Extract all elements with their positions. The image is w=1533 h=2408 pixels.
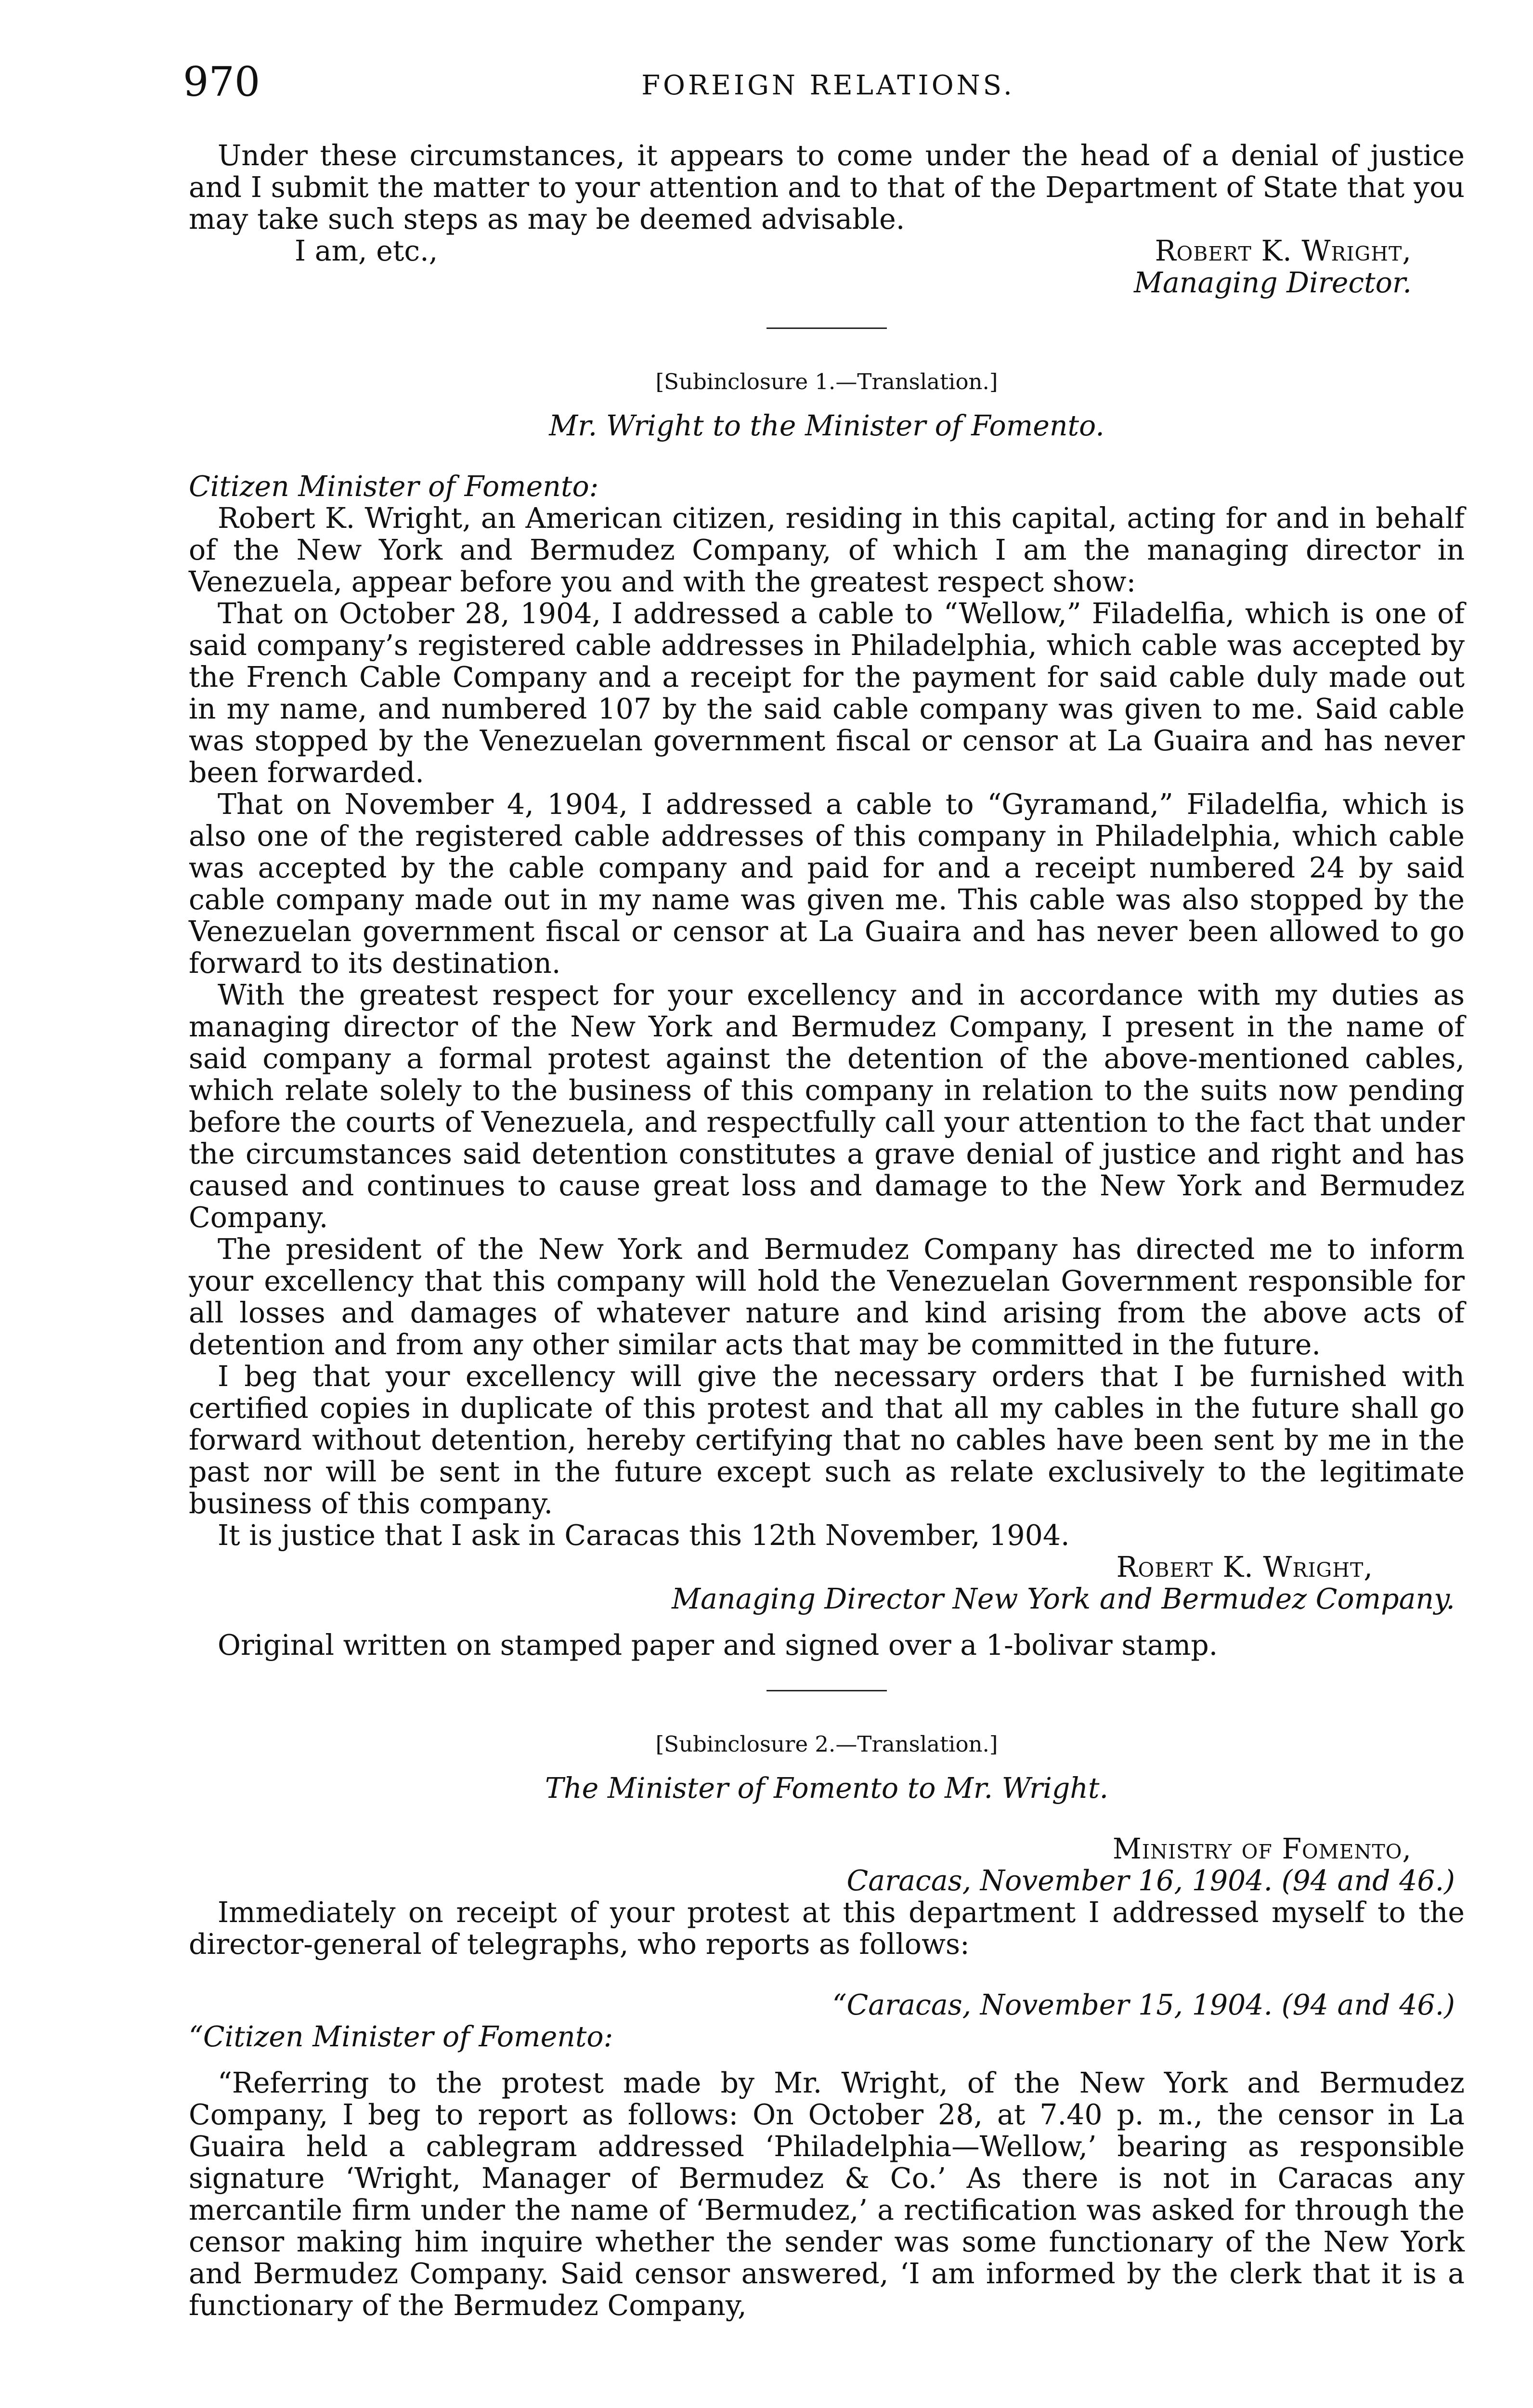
- subinclosure-1-label: [Subinclosure 1.—Translation.]: [655, 369, 998, 394]
- section-divider: [766, 327, 887, 329]
- intro-signer-title: Managing Director.: [1133, 266, 1412, 299]
- letter-paragraph: I beg that your excellency will give the necessary orders that I be furnished with certified copies in duplicate of this protest and that all my cables in the future shall go forward without detention, hereby certifying that no cables have been sent by me in the past nor will be sent in the future except such as relate exclusively to the legitimate business of this company.: [189, 1360, 1465, 1520]
- letter-paragraph: With the greatest respect for your excellency and in accordance with my duties as managing director of the New York and Bermudez Company, I present in the name of said company a formal protest against the detention of the above-mentioned cables, which relate solely to the business of this company in relation to the suits now pending before the courts of Venezuela, and respectfully call your attention to the fact that under the circumstances said detention constitutes a grave denial of justice and right and has caused and continues to cause great loss and damage to the New York and Bermudez Company.: [189, 979, 1465, 1234]
- section-divider: [766, 1690, 887, 1691]
- letter-paragraph: The president of the New York and Bermudez Company has directed me to inform your excellency that this company will hold the Venezuelan Government responsible for all losses and damages of whatever nature and kind arising from the above acts of detention and from any other similar acts that may be committed in the future.: [189, 1233, 1465, 1361]
- intro-closing: I am, etc.,: [295, 235, 438, 267]
- page-header: [183, 58, 1473, 106]
- letter-paragraph: Robert K. Wright, an American citizen, residing in this capital, acting for and in behalf of the New York and Bermudez Company, of which I am the managing director in Venezuela, appear before you and with the greatest respect show:: [189, 502, 1465, 598]
- page-number: 970: [183, 58, 260, 105]
- subinclosure-1-signer-name: Robert K. Wright,: [1116, 1551, 1373, 1584]
- letter-paragraph: It is justice that I ask in Caracas this 12th November, 1904.: [218, 1519, 1070, 1552]
- intro-paragraph: Under these circumstances, it appears to come under the head of a denial of justice and I submit the matter to your attention and to that of the Department of State that you may take such steps as may be deemed advisable.: [189, 139, 1465, 236]
- reply-paragraph: Immediately on receipt of your protest at this department I addressed myself to the director-general of telegraphs, who reports as follows:: [189, 1896, 1465, 1961]
- intro-signer-name: Robert K. Wright,: [1155, 235, 1412, 267]
- subinclosure-2-label: [Subinclosure 2.—Translation.]: [655, 1731, 998, 1757]
- running-title: FOREIGN RELATIONS.: [641, 70, 1015, 101]
- letter-paragraph: That on October 28, 1904, I addressed a cable to “Wellow,” Filadelfia, which is one of said company’s registered cable addresses in Philadelphia, which cable was accepted by the French Cable Company and a receipt for the payment for said cable duly made out in my name, and numbered 107 by the said cable company was given to me. Said cable was stopped by the Venezuelan government fiscal or censor at La Guaira and has never been forwarded.: [189, 597, 1465, 789]
- ministry-office: Ministry of Fomento,: [1112, 1832, 1412, 1865]
- page-body: [189, 140, 1465, 2321]
- subinclosure-2-title: The Minister of Fomento to Mr. Wright.: [545, 1772, 1109, 1805]
- subinclosure-1-signer-title: Managing Director New York and Bermudez Company.: [672, 1583, 1455, 1615]
- intro-signature-line: [189, 235, 1465, 267]
- quoted-salutation: “Citizen Minister of Fomento:: [189, 2020, 613, 2053]
- letter-paragraph: That on November 4, 1904, I addressed a cable to “Gyramand,” Filadelfia, which is also one of the registered cable addresses of this company in Philadelphia, which cable was accepted by the cable company and paid for and a receipt numbered 24 by said cable company made out in my name was given me. This cable was also stopped by the Venezuelan government fiscal or censor at La Guaira and has never been allowed to go forward to its destination.: [189, 788, 1465, 980]
- telegraph-dateline: “Caracas, November 15, 1904. (94 and 46.): [832, 1989, 1455, 2021]
- quoted-report-paragraph: “Referring to the protest made by Mr. Wright, of the New York and Bermudez Company, I beg to report as follows: On October 28, at 7.40 p. m., the censor in La Guaira held a cablegram addressed ‘Philadelphia—Wellow,’ bearing as responsible signature ‘Wright, Manager of Bermudez & Co.’ As there is not in Caracas any mercantile firm under the name of ‘Bermudez,’ a rectification was asked for through the censor making him inquire whether the sender was some functionary of the New York and Bermudez Company. Said censor answered, ‘I am informed by the clerk that it is a functionary of the Bermudez Company,: [189, 2067, 1465, 2322]
- stamp-note: Original written on stamped paper and signed over a 1-bolivar stamp.: [218, 1629, 1218, 1662]
- ministry-dateline: Caracas, November 16, 1904. (94 and 46.): [846, 1864, 1455, 1897]
- subinclosure-1-salutation: Citizen Minister of Fomento:: [189, 470, 599, 503]
- subinclosure-1-title: Mr. Wright to the Minister of Fomento.: [549, 409, 1104, 442]
